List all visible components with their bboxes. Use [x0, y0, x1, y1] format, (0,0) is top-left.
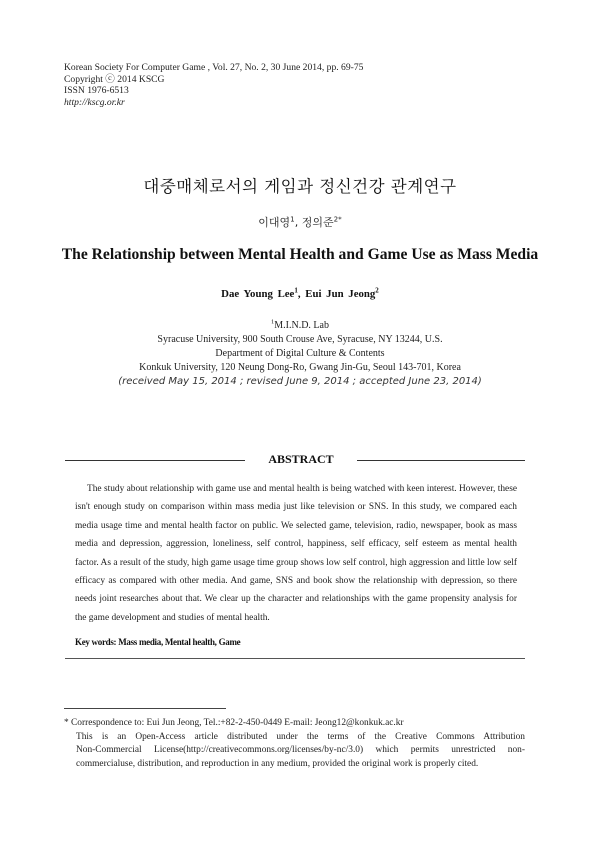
- received-dates: (received May 15, 2014 ; revised June 9, 2014 ; accepted June 23, 2014): [118, 376, 482, 387]
- abstract-body: The study about relationship with game use and mental health is being watched with keen interest. However, these isn't enough study on comparison within mass media just like television or SNS. In this study, we compared each media usage time and mental health factor on public. We selected game, television, radio, newspaper, book as mass media and depression, aggression, loneliness, self control, happiness, self efficacy, self esteem as mental health factor. As a result of the study, high game usage time group shows low self control, high aggression and little low self efficacy as compared with other media. And game, SNS and book show the relationship with depression, so there needs joint researches about that. We clear up the character and relationships with the game propensity analysis for the game development and studies of mental health.: [75, 484, 517, 623]
- affiliation-address-1: Syracuse University, 900 South Crouse Ave, Syracuse, NY 13244, U.S.: [157, 334, 443, 345]
- english-author-2-sup: 2: [375, 286, 379, 295]
- english-author-1-sup: 1: [294, 286, 298, 295]
- english-author-2: Eui Jun Jeong: [305, 288, 376, 300]
- abstract-heading: ABSTRACT: [268, 452, 334, 466]
- affiliation-department: Department of Digital Culture & Contents: [215, 348, 385, 359]
- affiliation-sup: 1: [271, 318, 275, 326]
- copyright-line: Copyright ⓒ 2014 KSCG: [64, 73, 165, 85]
- korean-author-2-sup: 2*: [333, 214, 342, 224]
- korean-author-1: 이대영: [258, 216, 291, 229]
- korean-author-1-sup: 1: [290, 214, 295, 224]
- abstract-rule-right: [357, 460, 525, 461]
- english-title: The Relationship between Mental Health and Game Use as Mass Media: [61, 246, 539, 263]
- english-author-separator: ,: [297, 288, 306, 300]
- correspondence-note: * Correspondence to: Eui Jun Jeong, Tel.:+82-2-450-0449 E-mail: Jeong12@konkuk.ac.kr: [64, 718, 404, 728]
- license-line-1: This is an Open-Access article distributed under the terms of the Creative Commons Attribution: [76, 731, 525, 742]
- affiliations: [0, 319, 600, 389]
- license-line-3: commercialuse, distribution, and reproduction in any medium, provided the original work is properly cited.: [76, 758, 479, 769]
- footnote: [64, 717, 525, 771]
- abstract-rule-left: [65, 460, 245, 461]
- license-line-2: Non-Commercial License(http://creativecommons.org/licenses/by-nc/3.0) which permits unrestricted non-: [76, 745, 525, 756]
- korean-authors: [0, 214, 600, 230]
- journal-url[interactable]: http://kscg.or.kr: [64, 96, 125, 108]
- journal-citation: Korean Society For Computer Game , Vol. 27, No. 2, 30 June 2014, pp. 69-75: [64, 62, 364, 73]
- journal-header: [64, 62, 363, 108]
- korean-title: 대중매체로서의 게임과 정신건강 관계연구: [143, 177, 457, 196]
- english-author-1: Dae Young Lee: [221, 288, 295, 300]
- korean-author-2: 정의준: [301, 216, 334, 229]
- keywords-rule: [65, 658, 525, 659]
- affiliation-address-2: Konkuk University, 120 Neung Dong-Ro, Gwang Jin-Gu, Seoul 143-701, Korea: [139, 362, 461, 373]
- korean-author-separator: ,: [294, 216, 302, 229]
- english-authors: [0, 288, 600, 300]
- keywords: Key words: Mass media, Mental health, Game: [75, 637, 241, 647]
- affiliation-lab: [0, 319, 600, 333]
- footnote-rule: [64, 708, 226, 709]
- issn-line: ISSN 1976-6513: [64, 85, 129, 96]
- affiliation-lab-name: M.I.N.D. Lab: [274, 320, 329, 331]
- abstract-heading-row: [65, 452, 525, 468]
